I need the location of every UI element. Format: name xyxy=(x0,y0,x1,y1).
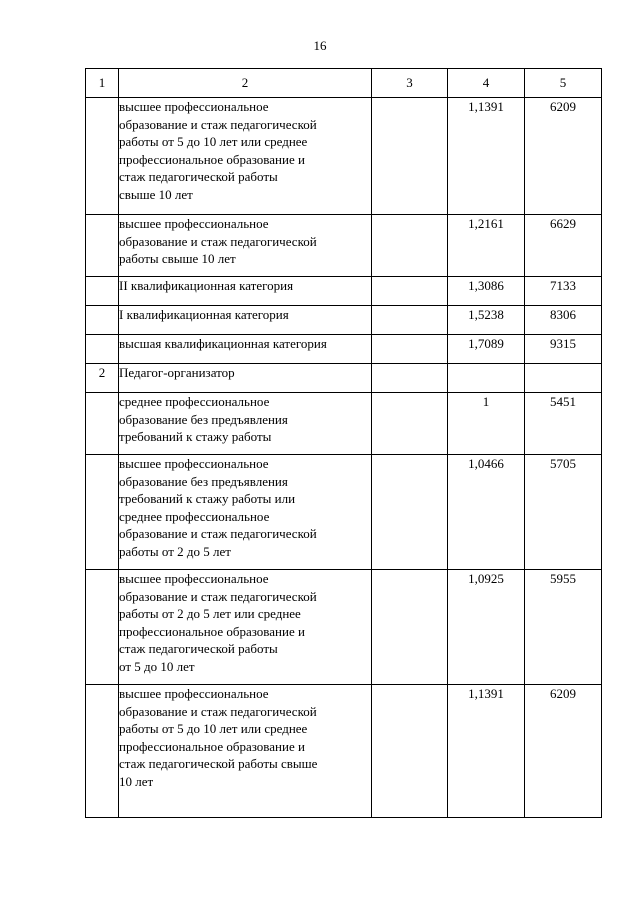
row-description: высшее профессиональное образование и стаж педагогической работы от 5 до 10 лет или среднее профессиональное образование и стаж педагогической работы свыше 10 лет xyxy=(119,98,372,215)
header-col-1: 1 xyxy=(86,69,119,98)
row-number xyxy=(86,215,119,277)
row-value: 9315 xyxy=(525,335,602,364)
row-coefficient: 1,1391 xyxy=(448,98,525,215)
row-number xyxy=(86,335,119,364)
row-coefficient: 1,7089 xyxy=(448,335,525,364)
row-col3 xyxy=(372,277,448,306)
header-col-3: 3 xyxy=(372,69,448,98)
row-coefficient: 1 xyxy=(448,393,525,455)
salary-table xyxy=(85,68,602,818)
row-col3 xyxy=(372,98,448,215)
row-col3 xyxy=(372,215,448,277)
row-description: высшее профессиональное образование и стаж педагогической работы от 2 до 5 лет или среднее профессиональное образование и стаж педагогической работы от 5 до 10 лет xyxy=(119,570,372,685)
row-description: II квалификационная категория xyxy=(119,277,372,306)
table-row xyxy=(86,393,602,455)
row-description: высшее профессиональное образование без предъявления требований к стажу работы или среднее профессиональное образование и стаж педагогической работы от 2 до 5 лет xyxy=(119,455,372,570)
table-row xyxy=(86,215,602,277)
row-number xyxy=(86,455,119,570)
row-value: 6209 xyxy=(525,98,602,215)
row-coefficient: 1,1391 xyxy=(448,685,525,818)
row-number xyxy=(86,306,119,335)
row-col3 xyxy=(372,570,448,685)
row-col3 xyxy=(372,455,448,570)
row-value: 5955 xyxy=(525,570,602,685)
row-number xyxy=(86,393,119,455)
row-coefficient: 1,0466 xyxy=(448,455,525,570)
table-row xyxy=(86,685,602,818)
row-description: среднее профессиональное образование без предъявления требований к стажу работы xyxy=(119,393,372,455)
row-coefficient xyxy=(448,364,525,393)
row-col3 xyxy=(372,364,448,393)
row-col3 xyxy=(372,393,448,455)
row-coefficient: 1,2161 xyxy=(448,215,525,277)
page-number: 16 xyxy=(313,38,327,53)
table-row xyxy=(86,98,602,215)
row-coefficient: 1,0925 xyxy=(448,570,525,685)
row-description: I квалификационная категория xyxy=(119,306,372,335)
table-row xyxy=(86,335,602,364)
row-value: 6209 xyxy=(525,685,602,818)
row-value: 5705 xyxy=(525,455,602,570)
row-number: 2 xyxy=(86,364,119,393)
header-col-2: 2 xyxy=(119,69,372,98)
table-row xyxy=(86,570,602,685)
row-value xyxy=(525,364,602,393)
header-col-5: 5 xyxy=(525,69,602,98)
row-description: высшее профессиональное образование и стаж педагогической работы от 5 до 10 лет или среднее профессиональное образование и стаж педагогической работы свыше 10 лет xyxy=(119,685,372,818)
table-header-row xyxy=(86,69,602,98)
row-number xyxy=(86,98,119,215)
row-value: 7133 xyxy=(525,277,602,306)
row-number xyxy=(86,277,119,306)
header-col-4: 4 xyxy=(448,69,525,98)
row-col3 xyxy=(372,685,448,818)
row-coefficient: 1,5238 xyxy=(448,306,525,335)
row-col3 xyxy=(372,306,448,335)
row-value: 5451 xyxy=(525,393,602,455)
row-col3 xyxy=(372,335,448,364)
row-number xyxy=(86,685,119,818)
table-row xyxy=(86,277,602,306)
row-value: 6629 xyxy=(525,215,602,277)
row-description: Педагог-организатор xyxy=(119,364,372,393)
table-row xyxy=(86,364,602,393)
table-row xyxy=(86,306,602,335)
row-coefficient: 1,3086 xyxy=(448,277,525,306)
row-description: высшая квалификационная категория xyxy=(119,335,372,364)
table-row xyxy=(86,455,602,570)
row-value: 8306 xyxy=(525,306,602,335)
row-number xyxy=(86,570,119,685)
row-description: высшее профессиональное образование и стаж педагогической работы свыше 10 лет xyxy=(119,215,372,277)
